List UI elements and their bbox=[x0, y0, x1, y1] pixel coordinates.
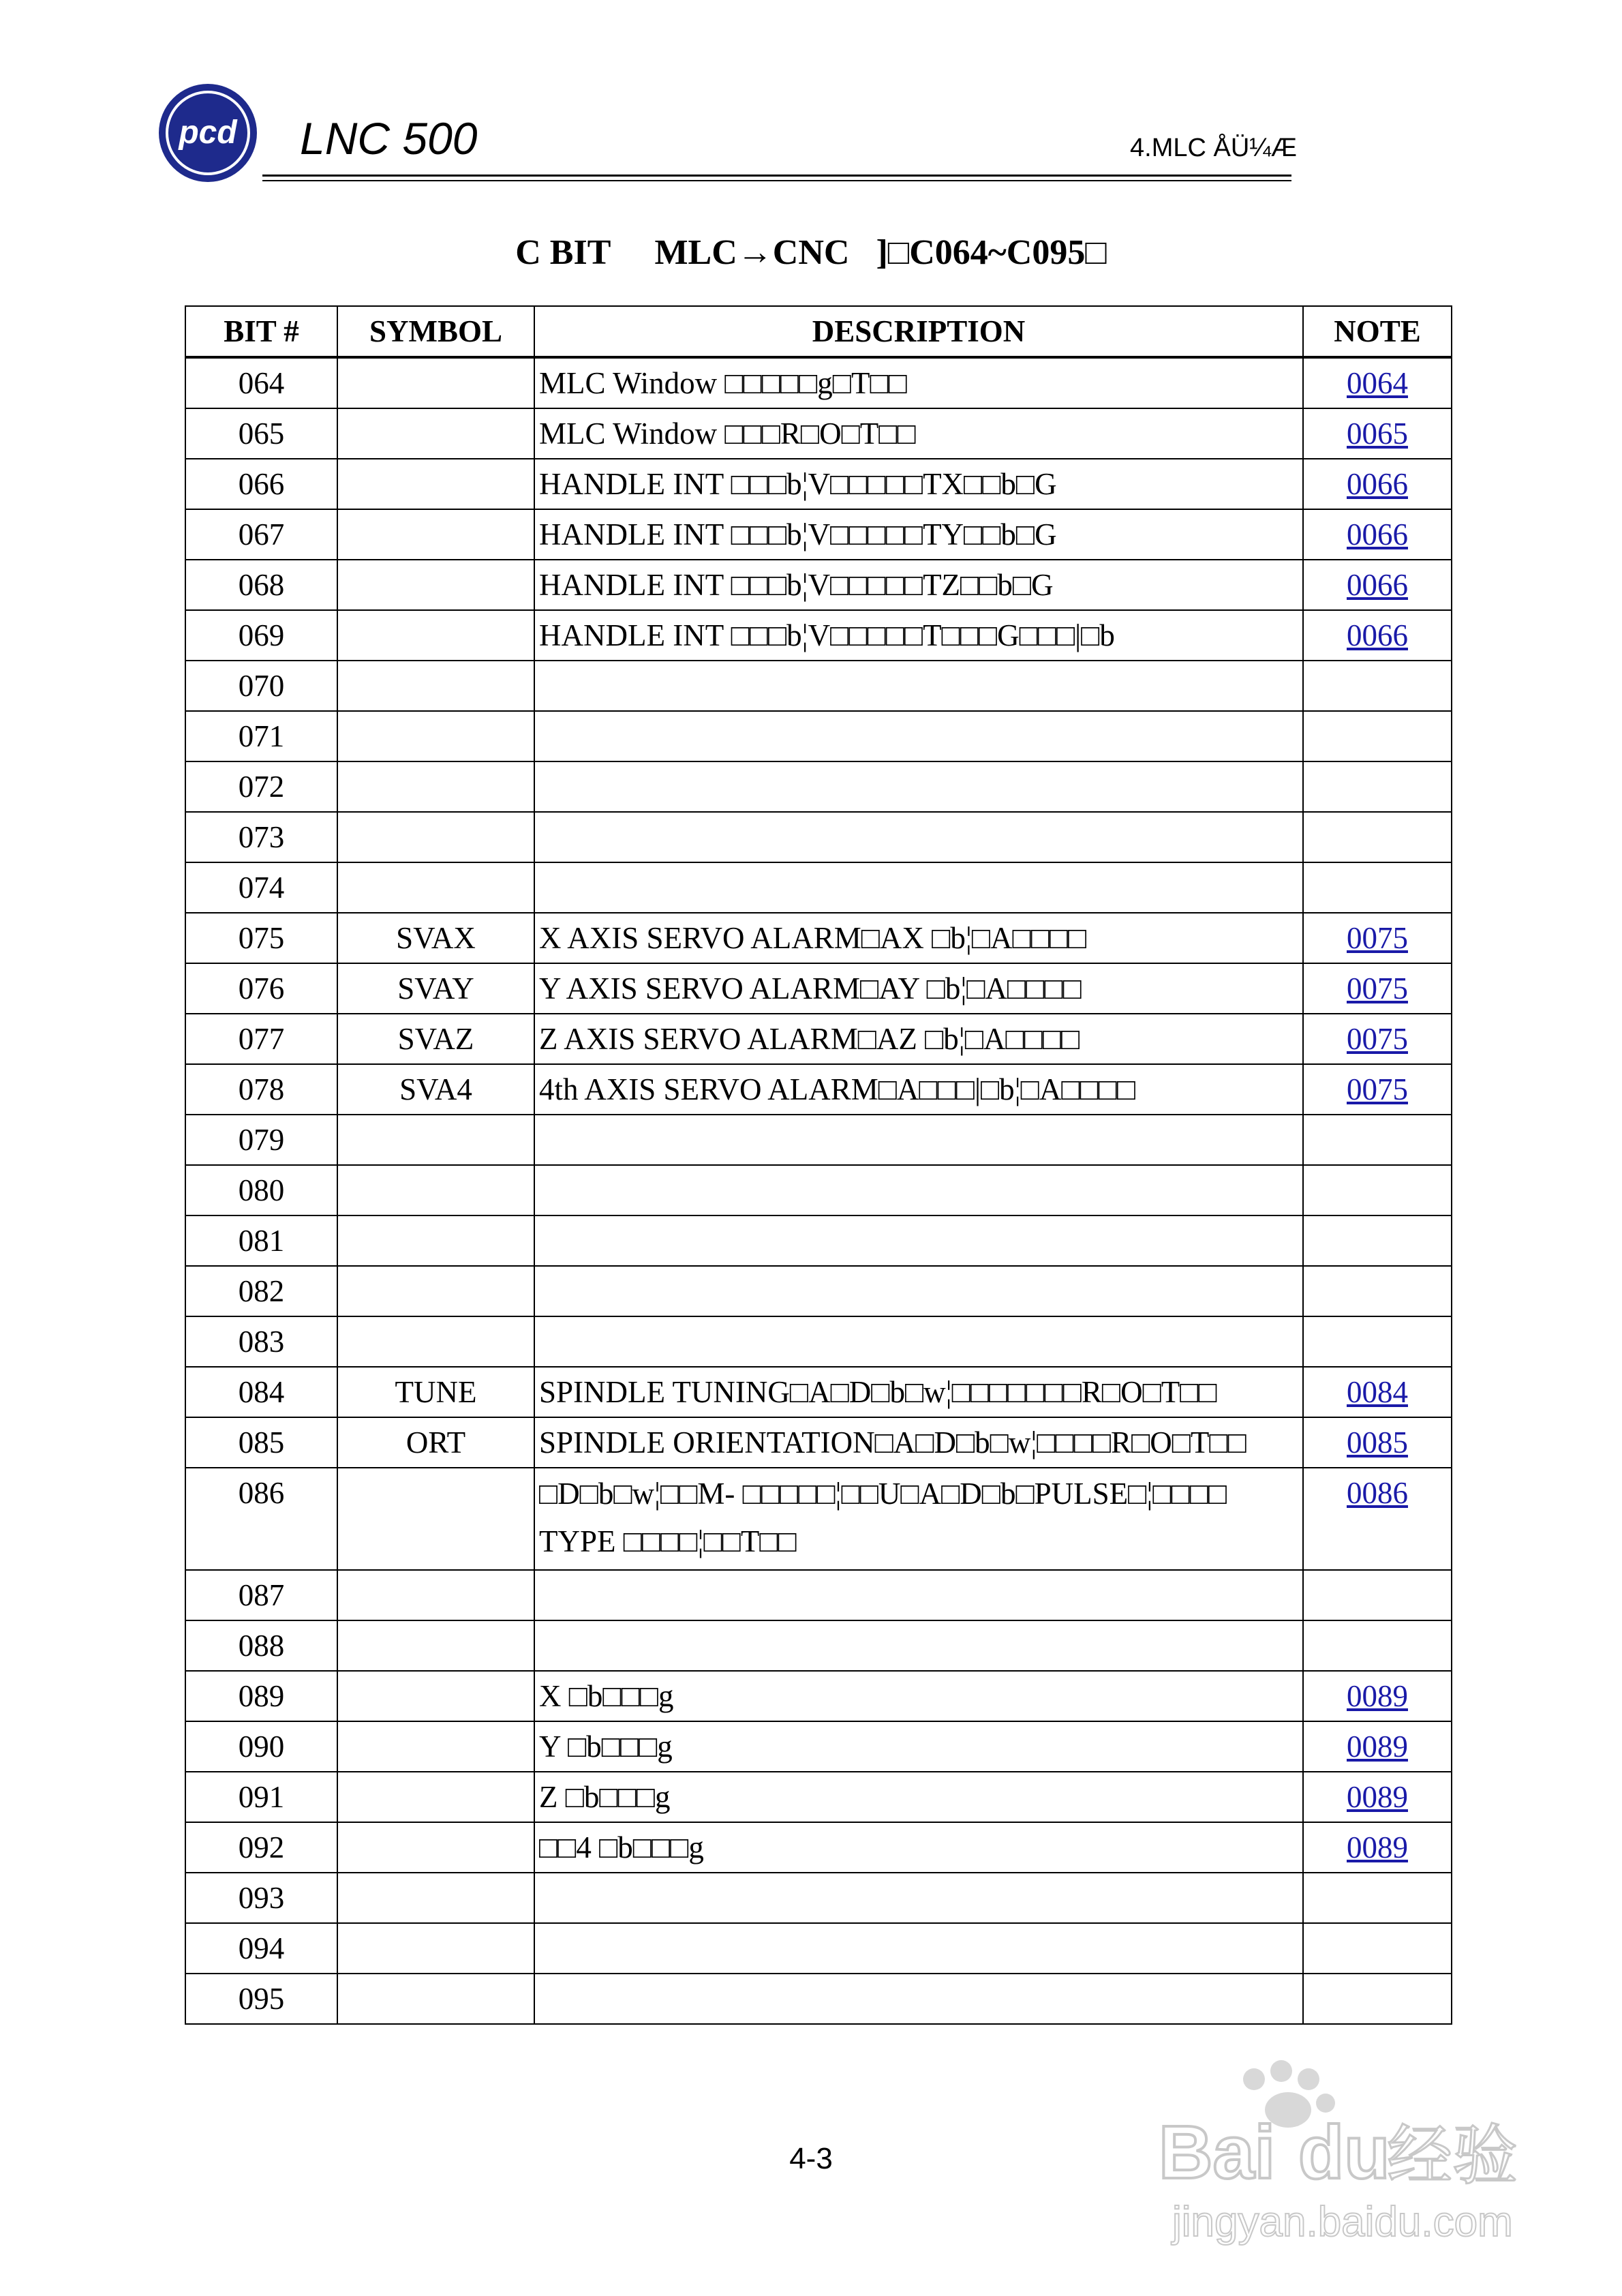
watermark-product: 经验 bbox=[1387, 2117, 1518, 2194]
table-row bbox=[185, 963, 1452, 1014]
bit-cell: 092 bbox=[185, 1822, 337, 1873]
description-cell bbox=[534, 661, 1303, 711]
symbol-cell bbox=[337, 761, 534, 812]
note-link[interactable]: 0066 bbox=[1347, 517, 1408, 552]
symbol-cell bbox=[337, 560, 534, 610]
title-part-cnc: CNC bbox=[772, 233, 850, 272]
description-cell bbox=[534, 1570, 1303, 1620]
note-cell bbox=[1303, 1064, 1452, 1115]
document-title: LNC 500 bbox=[300, 113, 478, 164]
header-bit: BIT # bbox=[185, 306, 337, 357]
description-cell bbox=[534, 1165, 1303, 1215]
table-row bbox=[185, 1570, 1452, 1620]
bit-cell: 068 bbox=[185, 560, 337, 610]
note-link[interactable]: 0066 bbox=[1347, 467, 1408, 501]
table-row bbox=[185, 1215, 1452, 1266]
note-cell bbox=[1303, 1822, 1452, 1873]
description-cell bbox=[534, 1974, 1303, 2024]
symbol-cell bbox=[337, 509, 534, 560]
symbol-cell: SVA4 bbox=[337, 1064, 534, 1115]
note-cell bbox=[1303, 1772, 1452, 1822]
bit-cell: 081 bbox=[185, 1215, 337, 1266]
table-row bbox=[185, 1468, 1452, 1570]
description-cell bbox=[534, 1873, 1303, 1923]
bit-cell: 070 bbox=[185, 661, 337, 711]
note-link[interactable]: 0089 bbox=[1347, 1679, 1408, 1713]
note-cell bbox=[1303, 357, 1452, 408]
bit-cell: 077 bbox=[185, 1014, 337, 1064]
description-cell: 4th AXIS SERVO ALARM□A□□□|□b¦□A□□□□ bbox=[534, 1064, 1303, 1115]
table-row bbox=[185, 1772, 1452, 1822]
description-cell: X AXIS SERVO ALARM□AX □b¦□A□□□□ bbox=[534, 913, 1303, 963]
symbol-cell bbox=[337, 812, 534, 862]
note-cell bbox=[1303, 862, 1452, 913]
symbol-cell bbox=[337, 1215, 534, 1266]
note-cell bbox=[1303, 509, 1452, 560]
note-cell bbox=[1303, 963, 1452, 1014]
watermark-brand-du: du bbox=[1298, 2111, 1390, 2194]
note-link[interactable]: 0084 bbox=[1347, 1375, 1408, 1409]
symbol-cell bbox=[337, 1873, 534, 1923]
note-link[interactable]: 0089 bbox=[1347, 1830, 1408, 1864]
chapter-label: 4.MLC ÅÜ¼Æ bbox=[1130, 134, 1297, 162]
description-cell bbox=[534, 761, 1303, 812]
note-cell bbox=[1303, 661, 1452, 711]
table-row bbox=[185, 1367, 1452, 1417]
description-cell bbox=[534, 711, 1303, 761]
note-cell bbox=[1303, 1974, 1452, 2024]
description-cell: HANDLE INT □□□b¦V□□□□□TX□□b□G bbox=[534, 459, 1303, 509]
table-row bbox=[185, 357, 1452, 408]
note-link[interactable]: 0085 bbox=[1347, 1425, 1408, 1460]
table-row bbox=[185, 1822, 1452, 1873]
note-link[interactable]: 0065 bbox=[1347, 417, 1408, 451]
note-cell bbox=[1303, 1115, 1452, 1165]
description-cell: MLC Window □□□R□O□T□□ bbox=[534, 408, 1303, 459]
header-symbol: SYMBOL bbox=[337, 306, 534, 357]
arrow-icon: → bbox=[737, 233, 773, 272]
bit-cell: 083 bbox=[185, 1316, 337, 1367]
watermark-brand: Bai bbox=[1159, 2111, 1276, 2194]
bit-cell: 072 bbox=[185, 761, 337, 812]
description-cell: Z AXIS SERVO ALARM□AZ □b¦□A□□□□ bbox=[534, 1014, 1303, 1064]
symbol-cell bbox=[337, 1115, 534, 1165]
bit-cell: 075 bbox=[185, 913, 337, 963]
symbol-cell bbox=[337, 610, 534, 661]
description-cell: Y □b□□□g bbox=[534, 1721, 1303, 1772]
bit-cell: 079 bbox=[185, 1115, 337, 1165]
note-cell bbox=[1303, 1367, 1452, 1417]
bit-cell: 089 bbox=[185, 1671, 337, 1721]
symbol-cell bbox=[337, 1974, 534, 2024]
note-cell bbox=[1303, 1620, 1452, 1671]
table-row bbox=[185, 459, 1452, 509]
description-cell: HANDLE INT □□□b¦V□□□□□T□□□G□□□|□b bbox=[534, 610, 1303, 661]
note-link[interactable]: 0089 bbox=[1347, 1729, 1408, 1764]
bit-cell: 074 bbox=[185, 862, 337, 913]
symbol-cell: ORT bbox=[337, 1417, 534, 1468]
description-cell bbox=[534, 1316, 1303, 1367]
note-link[interactable]: 0064 bbox=[1347, 366, 1408, 400]
symbol-cell bbox=[337, 1620, 534, 1671]
table-row bbox=[185, 711, 1452, 761]
note-cell bbox=[1303, 1316, 1452, 1367]
bit-cell: 065 bbox=[185, 408, 337, 459]
note-cell bbox=[1303, 1215, 1452, 1266]
bit-cell: 087 bbox=[185, 1570, 337, 1620]
bit-cell: 086 bbox=[185, 1468, 337, 1570]
table-row bbox=[185, 1923, 1452, 1974]
symbol-cell bbox=[337, 1266, 534, 1316]
note-link[interactable]: 0075 bbox=[1347, 1072, 1408, 1106]
description-cell: SPINDLE TUNING□A□D□b□w¦□□□□□□□R□O□T□□ bbox=[534, 1367, 1303, 1417]
title-part-mlc: MLC bbox=[654, 233, 737, 272]
header-rule-bottom bbox=[262, 180, 1291, 181]
note-cell bbox=[1303, 1165, 1452, 1215]
note-cell bbox=[1303, 560, 1452, 610]
symbol-cell bbox=[337, 408, 534, 459]
table-row bbox=[185, 1417, 1452, 1468]
bit-cell: 093 bbox=[185, 1873, 337, 1923]
title-part-range: ]□C064~C095□ bbox=[876, 233, 1107, 272]
symbol-cell: SVAZ bbox=[337, 1014, 534, 1064]
table-row bbox=[185, 1974, 1452, 2024]
description-cell: MLC Window □□□□□g□T□□ bbox=[534, 357, 1303, 408]
table-row bbox=[185, 1064, 1452, 1115]
description-cell: □□4 □b□□□g bbox=[534, 1822, 1303, 1873]
bit-cell: 088 bbox=[185, 1620, 337, 1671]
table-row bbox=[185, 1115, 1452, 1165]
note-cell bbox=[1303, 812, 1452, 862]
note-cell bbox=[1303, 459, 1452, 509]
note-cell bbox=[1303, 711, 1452, 761]
note-link[interactable]: 0075 bbox=[1347, 971, 1408, 1006]
bit-cell: 080 bbox=[185, 1165, 337, 1215]
bit-cell: 076 bbox=[185, 963, 337, 1014]
title-part-cbit: C BIT bbox=[515, 233, 611, 272]
note-link[interactable]: 0075 bbox=[1347, 921, 1408, 955]
table-row bbox=[185, 812, 1452, 862]
note-cell bbox=[1303, 1570, 1452, 1620]
bit-cell: 066 bbox=[185, 459, 337, 509]
note-link[interactable]: 0086 bbox=[1347, 1476, 1408, 1510]
header-description: DESCRIPTION bbox=[534, 306, 1303, 357]
watermark-url: jingyan.baidu.com bbox=[1172, 2199, 1513, 2246]
table-row bbox=[185, 1014, 1452, 1064]
bit-cell: 082 bbox=[185, 1266, 337, 1316]
table-row bbox=[185, 661, 1452, 711]
symbol-cell bbox=[337, 711, 534, 761]
note-cell bbox=[1303, 1417, 1452, 1468]
table-row bbox=[185, 408, 1452, 459]
symbol-cell bbox=[337, 1570, 534, 1620]
note-link[interactable]: 0075 bbox=[1347, 1022, 1408, 1056]
table-row bbox=[185, 761, 1452, 812]
description-cell bbox=[534, 862, 1303, 913]
symbol-cell bbox=[337, 459, 534, 509]
note-cell bbox=[1303, 1873, 1452, 1923]
table-row bbox=[185, 1620, 1452, 1671]
description-cell: SPINDLE ORIENTATION□A□D□b□w¦□□□□R□O□T□□ bbox=[534, 1417, 1303, 1468]
bit-cell: 071 bbox=[185, 711, 337, 761]
symbol-cell bbox=[337, 1822, 534, 1873]
description-cell bbox=[534, 1923, 1303, 1974]
note-cell bbox=[1303, 1468, 1452, 1570]
note-cell bbox=[1303, 408, 1452, 459]
table-row bbox=[185, 1266, 1452, 1316]
table-row bbox=[185, 1721, 1452, 1772]
table-title bbox=[0, 235, 1622, 271]
baidu-jingyan-watermark bbox=[1152, 2052, 1540, 2256]
description-cell bbox=[534, 1266, 1303, 1316]
header-note: NOTE bbox=[1303, 306, 1452, 357]
table-row bbox=[185, 1873, 1452, 1923]
symbol-cell: SVAX bbox=[337, 913, 534, 963]
page-number: 4-3 bbox=[789, 2142, 833, 2175]
bit-cell: 067 bbox=[185, 509, 337, 560]
symbol-cell bbox=[337, 1923, 534, 1974]
table-header-row bbox=[185, 306, 1452, 357]
note-cell bbox=[1303, 1266, 1452, 1316]
symbol-cell bbox=[337, 1772, 534, 1822]
symbol-cell bbox=[337, 862, 534, 913]
bit-table bbox=[185, 305, 1452, 2025]
note-cell bbox=[1303, 610, 1452, 661]
pcd-logo bbox=[157, 82, 259, 184]
bit-cell: 078 bbox=[185, 1064, 337, 1115]
bit-cell: 095 bbox=[185, 1974, 337, 2024]
table-row bbox=[185, 1165, 1452, 1215]
symbol-cell bbox=[337, 1721, 534, 1772]
header-rule-top bbox=[262, 175, 1291, 177]
description-cell: Y AXIS SERVO ALARM□AY □b¦□A□□□□ bbox=[534, 963, 1303, 1014]
symbol-cell bbox=[337, 661, 534, 711]
bit-cell: 091 bbox=[185, 1772, 337, 1822]
note-cell bbox=[1303, 761, 1452, 812]
symbol-cell bbox=[337, 357, 534, 408]
symbol-cell: TUNE bbox=[337, 1367, 534, 1417]
symbol-cell bbox=[337, 1671, 534, 1721]
description-cell: Z □b□□□g bbox=[534, 1772, 1303, 1822]
description-cell: HANDLE INT □□□b¦V□□□□□TY□□b□G bbox=[534, 509, 1303, 560]
note-cell bbox=[1303, 1014, 1452, 1064]
bit-cell: 064 bbox=[185, 357, 337, 408]
table-body bbox=[185, 357, 1452, 2024]
table-row bbox=[185, 1316, 1452, 1367]
bit-cell: 073 bbox=[185, 812, 337, 862]
note-link[interactable]: 0089 bbox=[1347, 1780, 1408, 1814]
symbol-cell bbox=[337, 1316, 534, 1367]
note-link[interactable]: 0066 bbox=[1347, 568, 1408, 602]
description-cell: □D□b□w¦□□M- □□□□□¦□□U□A□D□b□PULSE□¦□□□□ TYPE □□□□¦□□T□□ bbox=[534, 1468, 1303, 1570]
symbol-cell: SVAY bbox=[337, 963, 534, 1014]
symbol-cell bbox=[337, 1165, 534, 1215]
description-cell bbox=[534, 812, 1303, 862]
bit-cell: 085 bbox=[185, 1417, 337, 1468]
description-cell: X □b□□□g bbox=[534, 1671, 1303, 1721]
bit-cell: 090 bbox=[185, 1721, 337, 1772]
table-row bbox=[185, 509, 1452, 560]
description-cell bbox=[534, 1620, 1303, 1671]
note-cell bbox=[1303, 1671, 1452, 1721]
table-row bbox=[185, 610, 1452, 661]
table-row bbox=[185, 913, 1452, 963]
table-row bbox=[185, 862, 1452, 913]
note-cell bbox=[1303, 1721, 1452, 1772]
symbol-cell bbox=[337, 1468, 534, 1570]
note-cell bbox=[1303, 913, 1452, 963]
description-cell bbox=[534, 1115, 1303, 1165]
bit-cell: 094 bbox=[185, 1923, 337, 1974]
description-cell bbox=[534, 1215, 1303, 1266]
bit-cell: 084 bbox=[185, 1367, 337, 1417]
table-row bbox=[185, 1671, 1452, 1721]
logo-text: pcd bbox=[179, 115, 237, 151]
note-cell bbox=[1303, 1923, 1452, 1974]
note-link[interactable]: 0066 bbox=[1347, 618, 1408, 652]
bit-cell: 069 bbox=[185, 610, 337, 661]
description-cell: HANDLE INT □□□b¦V□□□□□TZ□□b□G bbox=[534, 560, 1303, 610]
table-row bbox=[185, 560, 1452, 610]
